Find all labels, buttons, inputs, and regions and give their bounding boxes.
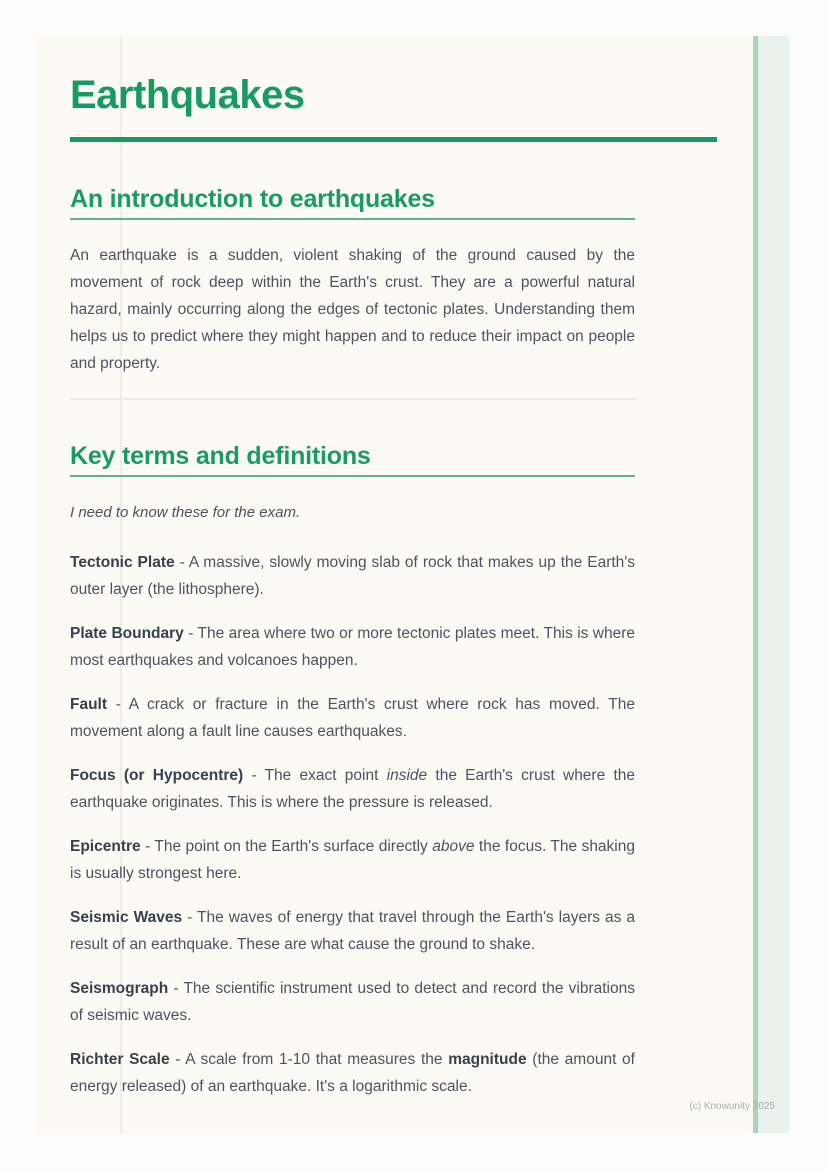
right-margin-stripe (753, 36, 789, 1133)
definition-text: - The area where two or more tectonic plates meet. This is where most earthquakes and volcanoes happen. (70, 625, 635, 669)
definition-text: - A massive, slowly moving slab of rock that makes up the Earth's outer layer (the lithosphere). (70, 554, 635, 598)
definition-text: the Earth's crust where the earthquake originates. This is where the pressure is released. (70, 767, 635, 811)
definition-term: Focus (or Hypocentre) (70, 767, 244, 784)
section-introduction (70, 183, 635, 377)
definition-item (70, 620, 635, 674)
definition-text: (the amount of energy released) of an earthquake. It's a logarithmic scale. (70, 1051, 635, 1095)
definition-term: Epicentre (70, 838, 141, 855)
page-title: Earthquakes (70, 73, 305, 117)
exam-note: I need to know these for the exam. (70, 504, 301, 521)
definition-term: Richter Scale (70, 1051, 170, 1068)
document-page (36, 36, 789, 1133)
definition-item (70, 904, 635, 958)
definition-term: Plate Boundary (70, 625, 184, 642)
definition-item (70, 549, 635, 603)
definition-text: magnitude (448, 1051, 527, 1068)
definition-item (70, 975, 635, 1029)
copyright-footer: (c) Knowunity 2025 (689, 1101, 775, 1112)
title-rule (70, 137, 717, 142)
definition-text: - A crack or fracture in the Earth's crust where rock has moved. The movement along a fault line causes earthquakes. (70, 696, 635, 740)
intro-paragraph: An earthquake is a sudden, violent shaking of the ground caused by the movement of rock deep within the Earth's crust. They are a powerful natural hazard, mainly occurring along the edges of tectonic plates. Understanding them helps us to predict where they might happen and to reduce their impact on people and property. (70, 247, 635, 372)
definition-term: Fault (70, 696, 108, 713)
section-heading-introduction: An introduction to earthquakes (70, 185, 435, 213)
definition-text: inside (386, 767, 428, 784)
definition-text: the focus. The shaking is usually strongest here. (70, 838, 635, 882)
section-divider (70, 398, 637, 400)
definition-term: Seismic Waves (70, 909, 183, 926)
definition-item (70, 1046, 635, 1100)
section-heading-key-terms: Key terms and definitions (70, 442, 371, 470)
definition-item (70, 833, 635, 887)
definition-text: - The scientific instrument used to detect and record the vibrations of seismic waves. (70, 980, 635, 1024)
definition-item (70, 691, 635, 745)
section-heading-underline (70, 475, 635, 477)
definition-text: - The point on the Earth's surface directly (140, 838, 433, 855)
section-heading-underline (70, 218, 635, 220)
definitions-list (70, 549, 635, 1100)
definition-term: Tectonic Plate (70, 554, 175, 571)
definition-text: - The waves of energy that travel through the Earth's layers as a result of an earthquake. These are what cause the ground to shake. (70, 909, 636, 953)
definition-term: Seismograph (70, 980, 169, 997)
definition-text: - The exact point (243, 767, 387, 784)
definition-text: above (432, 838, 475, 855)
definition-item (70, 762, 635, 816)
page-content (36, 36, 635, 1100)
section-key-terms (70, 440, 635, 1100)
definition-text: - A scale from 1-10 that measures the (169, 1051, 449, 1068)
